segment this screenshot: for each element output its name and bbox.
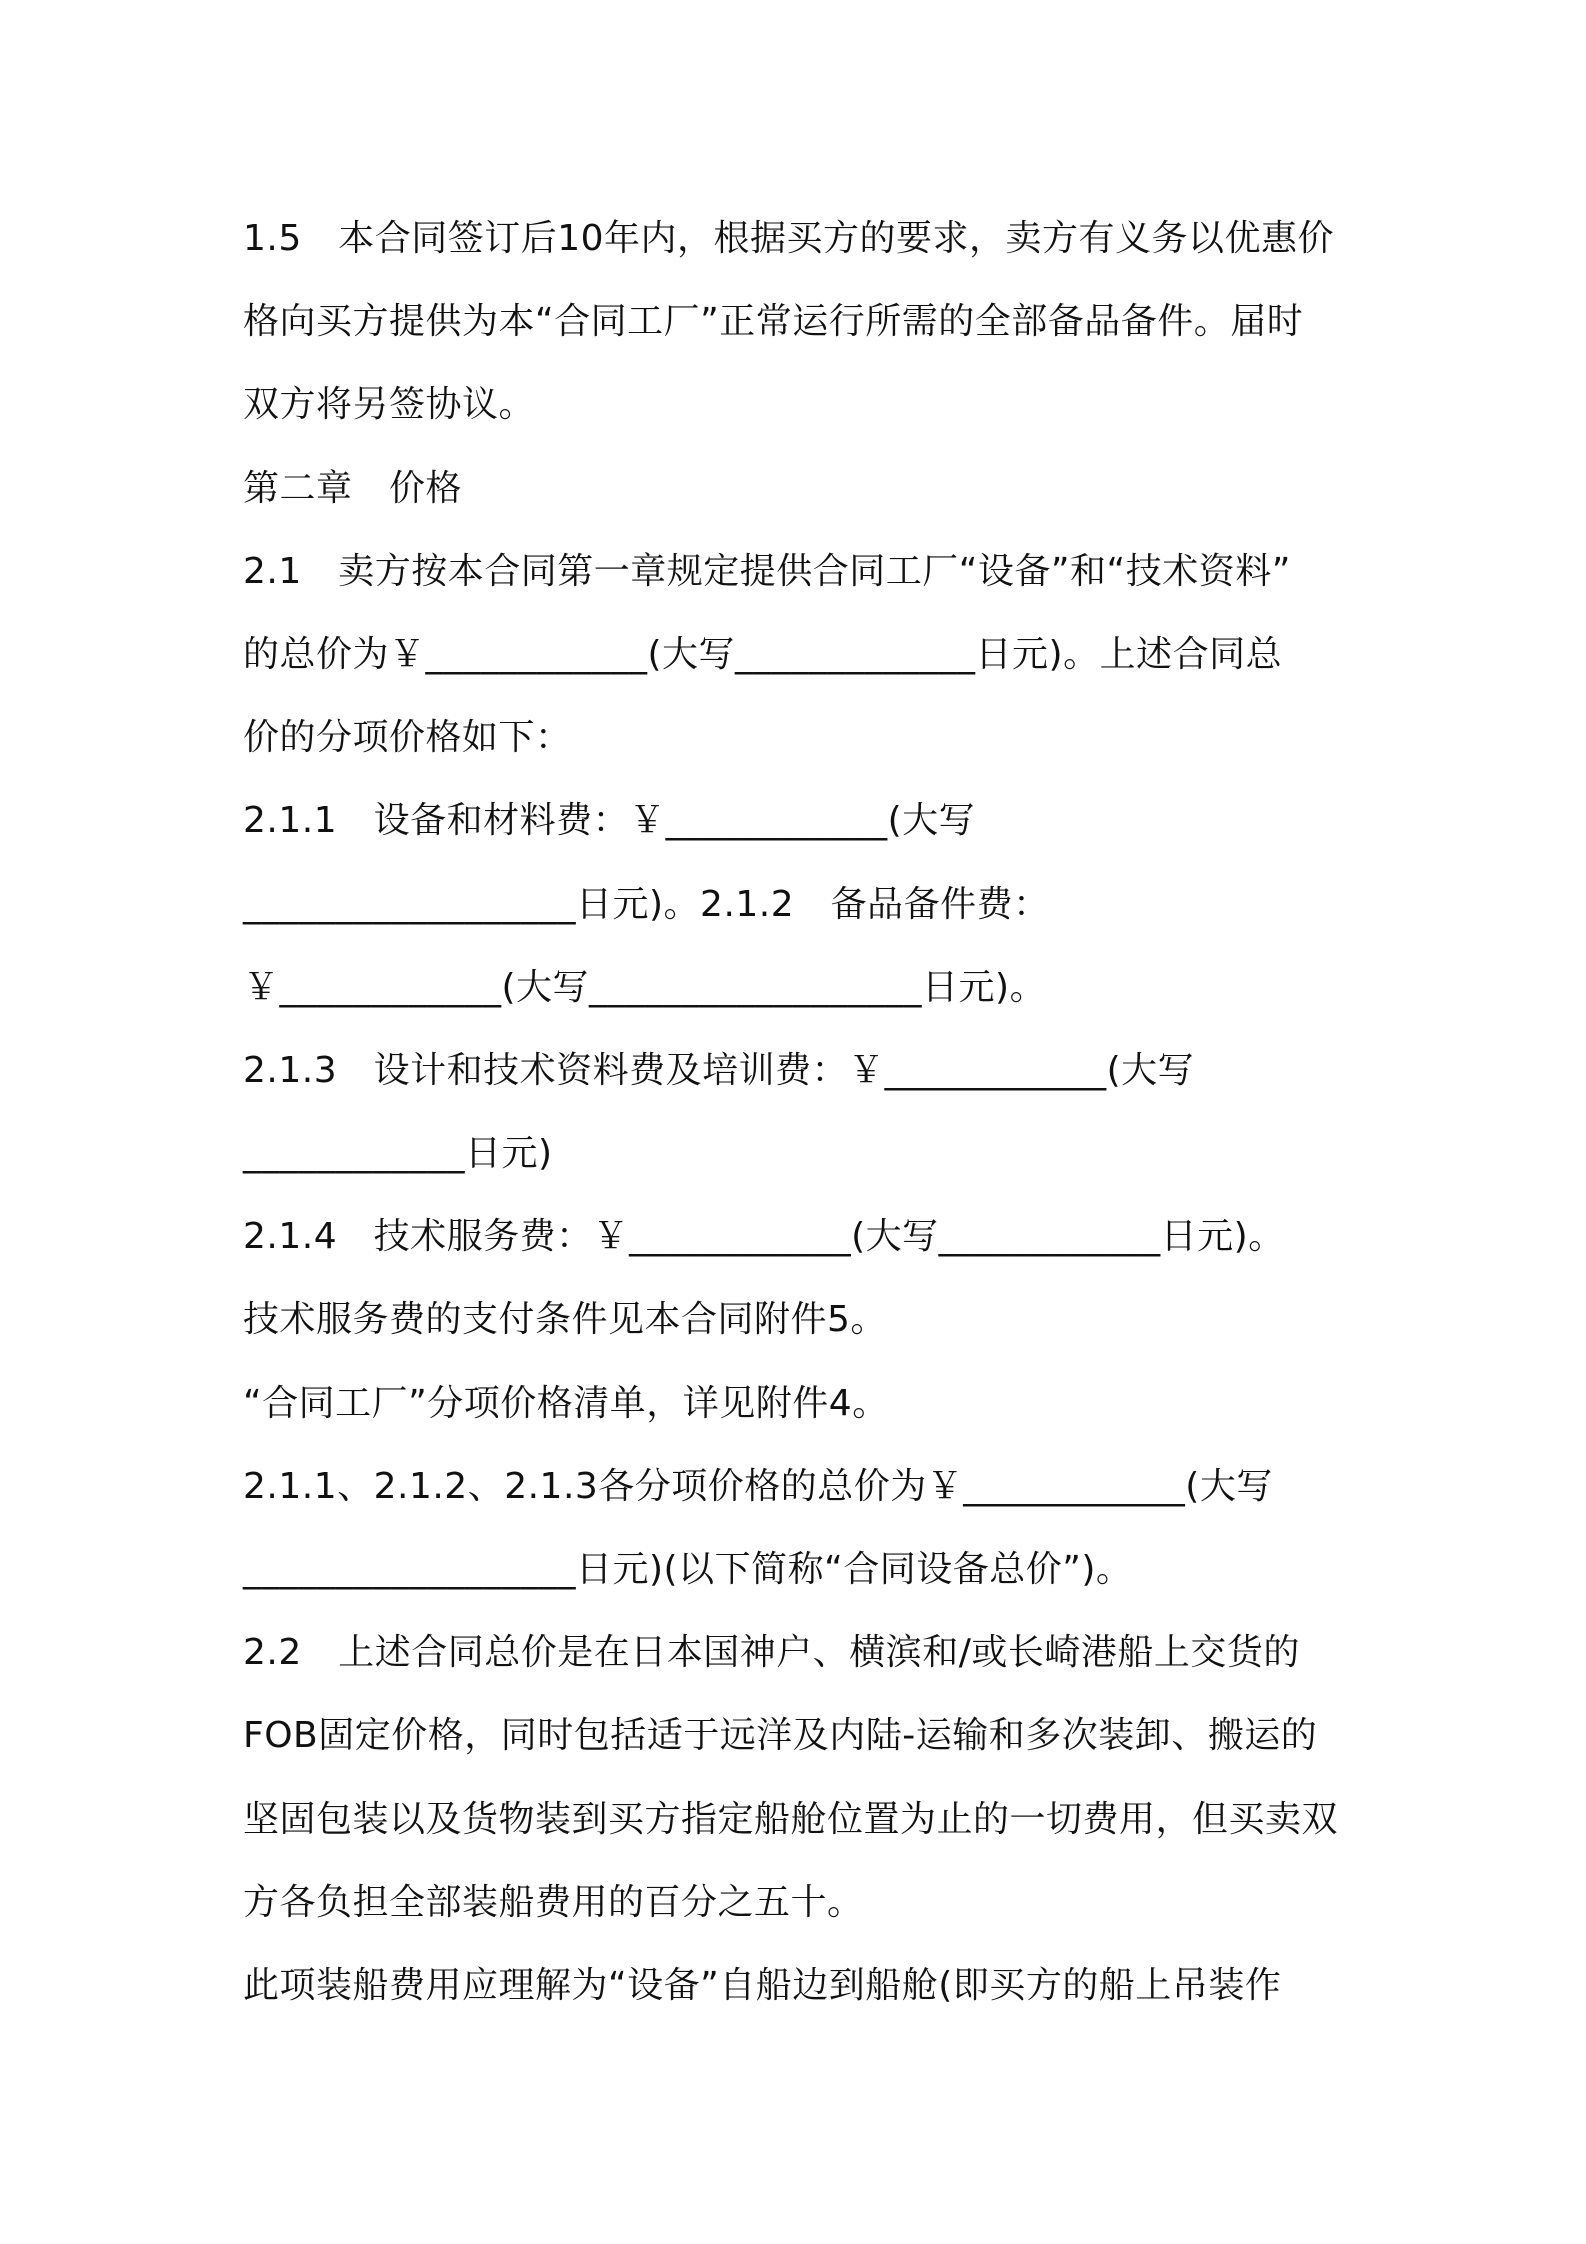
clause-2-1-4-line-2: 技术服务费的支付条件见本合同附件5。 [243,1299,887,1341]
clause-1-5-line-2: 格向买方提供为本“合同工厂”正常运行所需的全部备品备件。届时 [243,301,1304,343]
clause-2-1-1-line-1: 2.1.1 设备和材料费：￥____________(大写 [243,800,976,842]
clause-2-1-line-3: 价的分项价格如下： [243,717,572,759]
clause-2-1-4-line-1: 2.1.4 技术服务费：￥____________(大写____________日元)。 [243,1216,1285,1258]
clause-2-1-line-2: 的总价为￥____________(大写_____________日元)。上述合同总 [243,633,1283,675]
clause-2-1-3-line-1: 2.1.3 设计和技术资料费及培训费：￥____________(大写 [243,1049,1195,1091]
subtotal-line-2: __________________日元)(以下简称“合同设备总价”)。 [243,1549,1133,1590]
clause-2-1-3-line-2: ____________日元) [243,1133,553,1175]
clause-2-2-line-1: 2.2 上述合同总价是在日本国神户、横滨和/或长崎港船上交货的 [243,1632,1300,1674]
clause-2-1-2-line: ￥____________(大写__________________日元)。 [243,966,1047,1008]
clause-2-1-line-1: 2.1 卖方按本合同第一章规定提供合同工厂“设备”和“技术资料” [243,550,1291,592]
subtotal-line-1: 2.1.1、2.1.2、2.1.3各分项价格的总价为￥____________(大写 [243,1465,1273,1507]
clause-2-2-line-3: 坚固包装以及货物装到买方指定船舱位置为止的一切费用，但买卖双 [243,1798,1339,1840]
price-list-note: “合同工厂”分项价格清单，详见附件4。 [243,1382,889,1424]
contract-text [243,197,1363,2027]
clause-2-2-line-4: 方各负担全部装船费用的百分之五十。 [243,1881,864,1923]
clause-1-5-line-3: 双方将另签协议。 [243,384,536,426]
clause-2-2-line-2: FOB固定价格，同时包括适于远洋及内陆-运输和多次装卸、搬运的 [243,1715,1318,1757]
clause-2-1-1-line-2: __________________日元)。2.1.2 备品备件费： [243,883,1050,925]
loading-cost-line: 此项装船费用应理解为“设备”自船边到船舱(即买方的船上吊装作 [243,1964,1282,2006]
clause-1-5-line-1: 1.5 本合同签订后10年内，根据买方的要求，卖方有义务以优惠价 [243,218,1335,259]
chapter-2-heading: 第二章 价格 [243,467,463,509]
